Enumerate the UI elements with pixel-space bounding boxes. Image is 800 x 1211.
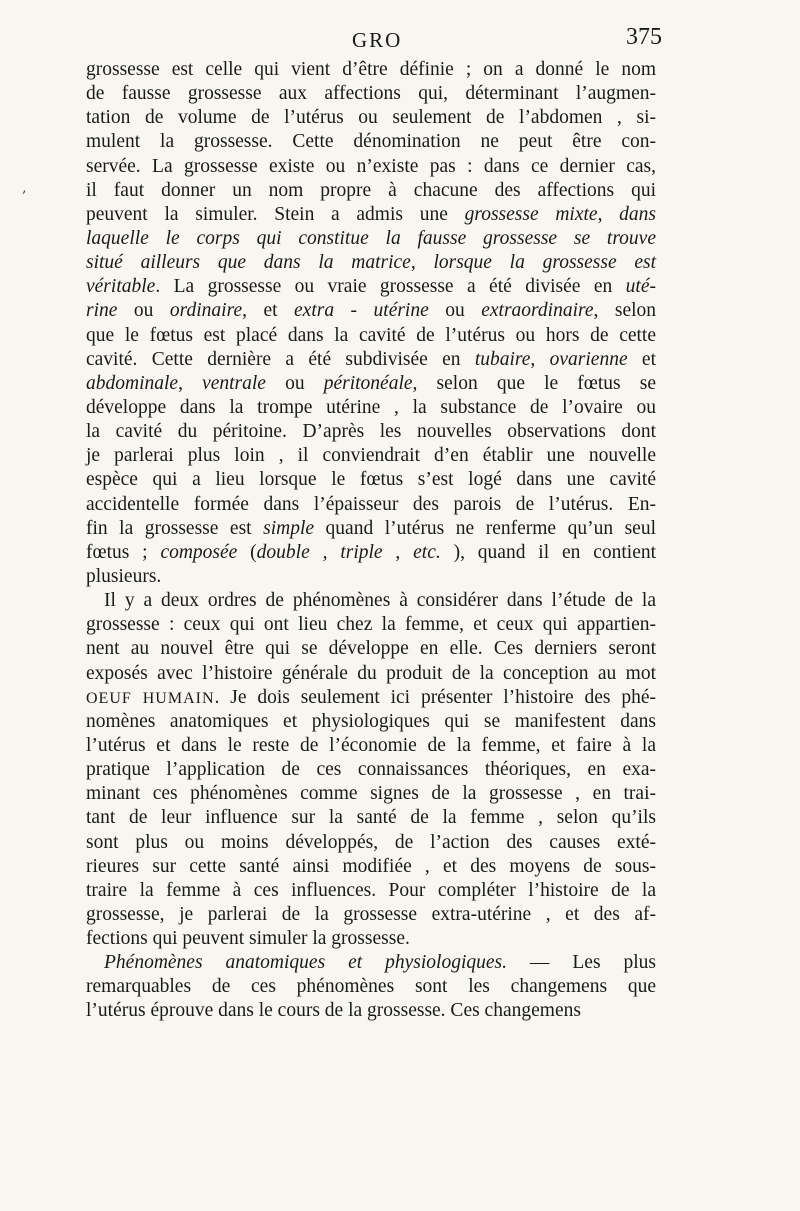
text-line: servée. La grossesse existe ou n’existe pas : dans ce dernier cas, <box>86 155 656 177</box>
running-head <box>82 24 662 58</box>
text-line: fœtus ; composée (double , triple , etc. ), quand il en contient <box>86 541 657 563</box>
text-line: rieures sur cette santé ainsi modifiée , et des moyens de sous- <box>86 855 656 877</box>
text-line: développe dans la trompe utérine , la substance de l’ovaire ou <box>86 396 656 418</box>
text-line: véritable. La grossesse ou vraie grossesse a été divisée en uté- <box>86 276 656 298</box>
text-line: grossesse, je parlerai de la grossesse extra-utérine , et des af- <box>86 903 656 925</box>
page-number: 375 <box>626 24 662 50</box>
text-line: mulent la grossesse. Cette dénomination ne peut être con- <box>86 131 656 153</box>
text-line: grossesse est celle qui vient d’être définie ; on a donné le nom <box>86 59 656 80</box>
text-line: de fausse grossesse aux affections qui, déterminant l’augmen- <box>86 83 656 105</box>
text-line: OEUF HUMAIN. Je dois seulement ici présenter l’histoire des phé- <box>86 686 656 708</box>
text-line: accidentelle formée dans l’épaisseur des parois de l’utérus. En- <box>86 493 656 515</box>
text-line: l’utérus et dans le reste de l’économie de la femme, et faire à la <box>86 734 656 756</box>
running-head-title: GRO <box>352 28 403 52</box>
text-line: situé ailleurs que dans la matrice, lorsque la grossesse est <box>86 252 656 274</box>
text-line: tation de volume de l’utérus ou seulement de l’abdomen , si- <box>86 107 656 129</box>
text-line: remarquables de ces phénomènes sont les changemens que <box>86 976 656 998</box>
text-line: fin la grossesse est simple quand l’utérus ne renferme qu’un seul <box>86 517 656 539</box>
text-line: pratique l’application de ces connaissances théoriques, en exa- <box>86 759 656 781</box>
text-line: laquelle le corps qui constitue la fausse grossesse se trouve <box>86 227 656 249</box>
text-line: fections qui peuvent simuler la grossesse. <box>86 928 410 950</box>
text-line: espèce qui a lieu lorsque le fœtus s’est logé dans une cavité <box>86 469 656 491</box>
text-line: abdominale, ventrale ou péritonéale, selon que le fœtus se <box>86 372 656 394</box>
text-line: il faut donner un nom propre à chacune des affections qui <box>86 179 656 201</box>
text-line: sont plus ou moins développés, de l’action des causes exté- <box>86 831 656 853</box>
text-line: je parlerai plus loin , il conviendrait d’en établir une nouvelle <box>86 445 656 467</box>
text-line: exposés avec l’histoire générale du produit de la conception au mot <box>86 662 656 684</box>
text-line: la cavité du péritoine. D’après les nouvelles observations dont <box>86 421 656 443</box>
text-line: nent au nouvel être qui se développe en elle. Ces derniers seront <box>86 638 656 660</box>
margin-mark: ‚ <box>22 180 27 196</box>
text-line: plusieurs. <box>86 565 162 587</box>
text-line: peuvent la simuler. Stein a admis une grossesse mixte, dans <box>86 203 656 225</box>
text-line: Il y a deux ordres de phénomènes à considérer dans l’étude de la <box>104 590 656 612</box>
text-line: grossesse : ceux qui ont lieu chez la femme, et ceux qui appartien- <box>86 614 656 636</box>
text-line: que le fœtus est placé dans la cavité de l’utérus ou hors de cette <box>86 324 656 346</box>
text-line: nomènes anatomiques et physiologiques qui se manifestent dans <box>86 710 656 732</box>
text-line: Phénomènes anatomiques et physiologiques. — Les plus <box>104 952 656 974</box>
text-line: cavité. Cette dernière a été subdivisée en tubaire, ovarienne et <box>86 348 657 370</box>
body-text <box>86 58 656 1024</box>
text-line: rine ou ordinaire, et extra - utérine ou extraordinaire, selon <box>86 300 657 322</box>
text-line: tant de leur influence sur la santé de la femme , selon qu’ils <box>86 807 656 829</box>
text-line: traire la femme à ces influences. Pour compléter l’histoire de la <box>86 879 656 901</box>
text-line: minant ces phénomènes comme signes de la grossesse , en trai- <box>86 783 656 805</box>
text-line: l’utérus éprouve dans le cours de la grossesse. Ces changemens <box>86 1000 581 1022</box>
